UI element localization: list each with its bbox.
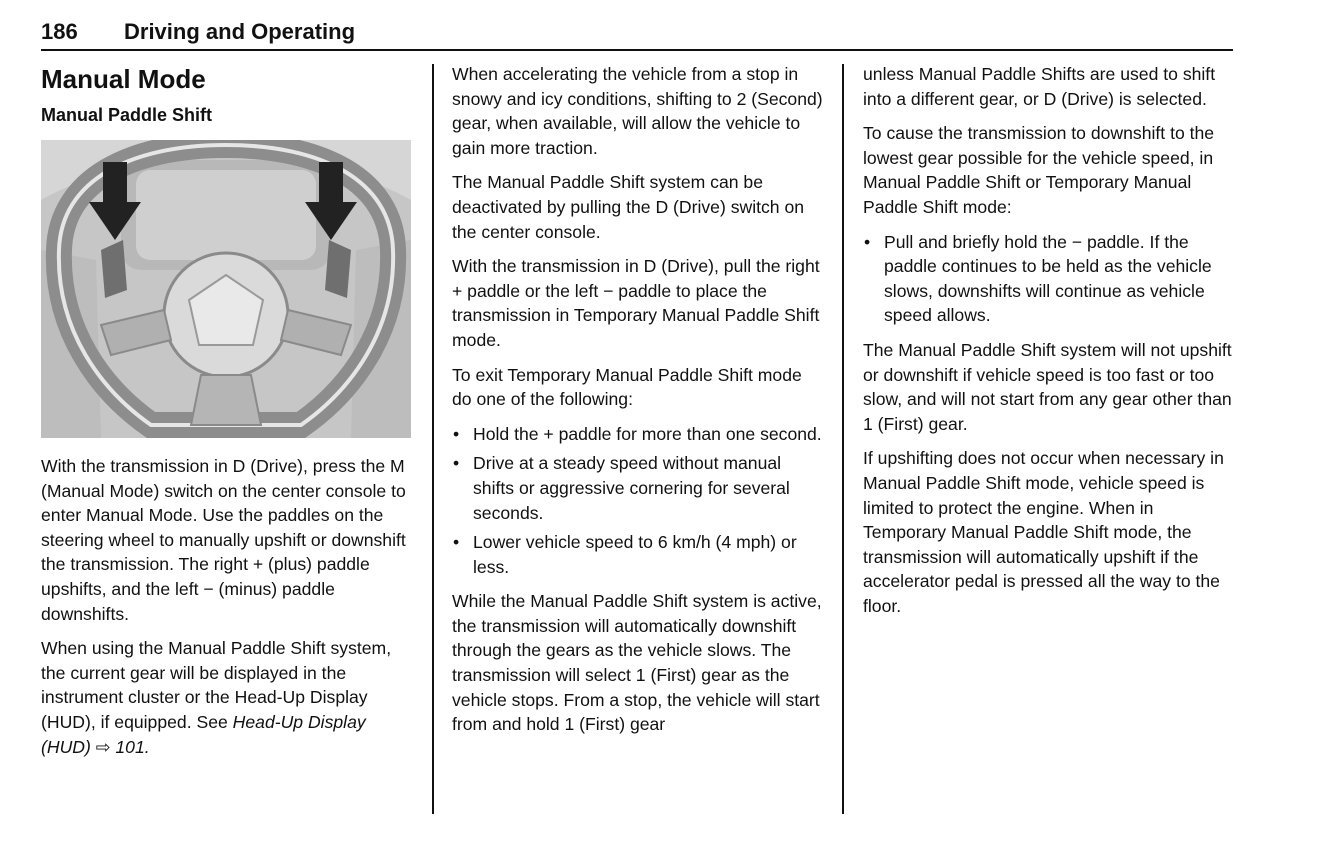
steering-wheel-illustration <box>41 140 411 438</box>
gear-display-paragraph <box>41 636 413 759</box>
running-title: Driving and Operating <box>124 19 356 44</box>
snowy-conditions-paragraph: When accelerating the vehicle from a stop in snowy and icy conditions, shifting to 2 (Second) gear, when available, will allow the vehicle to gain more traction. <box>452 64 823 158</box>
list-item <box>452 422 824 447</box>
column-3 <box>863 62 1235 628</box>
hud-page-reference[interactable]: 101. <box>115 736 150 757</box>
temporary-mode-paragraph: With the transmission in D (Drive), pull the right + paddle or the left − paddle to place the transmission in Temporary Manual Paddle Shift mode. <box>452 256 820 350</box>
bullet-glyph: • <box>453 423 460 444</box>
downshift-list <box>863 230 1235 328</box>
subsection-title: Manual Paddle Shift <box>41 105 213 125</box>
gear-display-text: When using the Manual Paddle Shift system, the current gear will be displayed in the instrument cluster or the Head-Up Display (HUD), if equipped. See <box>41 638 392 732</box>
deactivate-paragraph: The Manual Paddle Shift system can be deactivated by pulling the D (Drive) switch on the center console. <box>452 172 805 242</box>
bullet-glyph: • <box>864 231 871 252</box>
exit-options-list <box>452 422 824 580</box>
intro-paragraph: With the transmission in D (Drive), press the M (Manual Mode) switch on the center console to enter Manual Mode. Use the paddles on the steering wheel to manually upshift or downshift the transmission. The right + (plus) paddle upshifts, and the left − (minus) paddle downshifts. <box>41 456 406 624</box>
hud-cross-reference-link[interactable]: Head-Up Display (HUD) <box>41 711 366 757</box>
column-2 <box>452 62 824 747</box>
column-divider <box>432 64 434 814</box>
list-item <box>863 230 1235 328</box>
section-title: Manual Mode <box>41 64 206 94</box>
column-1 <box>41 62 413 769</box>
bullet-glyph: • <box>453 453 460 474</box>
list-item-text: Hold the + paddle for more than one second. <box>473 423 822 444</box>
list-item <box>452 451 824 525</box>
speed-limit-paragraph: The Manual Paddle Shift system will not upshift or downshift if vehicle speed is too fast or too slow, and will not start from any gear other than 1 (First) gear. <box>863 339 1232 434</box>
lowest-gear-paragraph: To cause the transmission to downshift to the lowest gear possible for the vehicle speed, in Manual Paddle Shift or Temporary Manual Paddle Shift mode: <box>863 123 1215 217</box>
list-item-text: Pull and briefly hold the − paddle. If the paddle continues to be held as the vehicle slows, downshifts will continue as vehicle speed allows. <box>884 231 1212 326</box>
engine-protection-paragraph: If upshifting does not occur when necessary in Manual Paddle Shift mode, vehicle speed is limited to protect the engine. When in Temporary Manual Paddle Shift mode, the transmission will automatically upshift if the accelerator pedal is pressed all the way to the floor. <box>863 448 1224 616</box>
list-item-text: Lower vehicle speed to 6 km/h (4 mph) or less. <box>473 532 797 577</box>
page-reference-arrow-icon: ⇨ <box>95 736 111 757</box>
continued-paragraph: unless Manual Paddle Shifts are used to shift into a different gear, or D (Drive) is selected. <box>863 64 1216 109</box>
column-divider <box>842 64 844 814</box>
list-item-text: Drive at a steady speed without manual shifts or aggressive cornering for several seconds. <box>473 453 790 523</box>
page-number: 186 <box>41 19 78 44</box>
auto-downshift-paragraph: While the Manual Paddle Shift system is active, the transmission will automatically downshift through the gears as the vehicle slows. The transmission will select 1 (First) gear as the vehicle stops. From a stop, the vehicle will start from and hold 1 (First) gear <box>452 591 822 735</box>
list-item <box>452 530 824 579</box>
exit-mode-paragraph: To exit Temporary Manual Paddle Shift mode do one of the following: <box>452 364 802 410</box>
bullet-glyph: • <box>453 532 460 553</box>
page-header <box>41 18 1233 51</box>
